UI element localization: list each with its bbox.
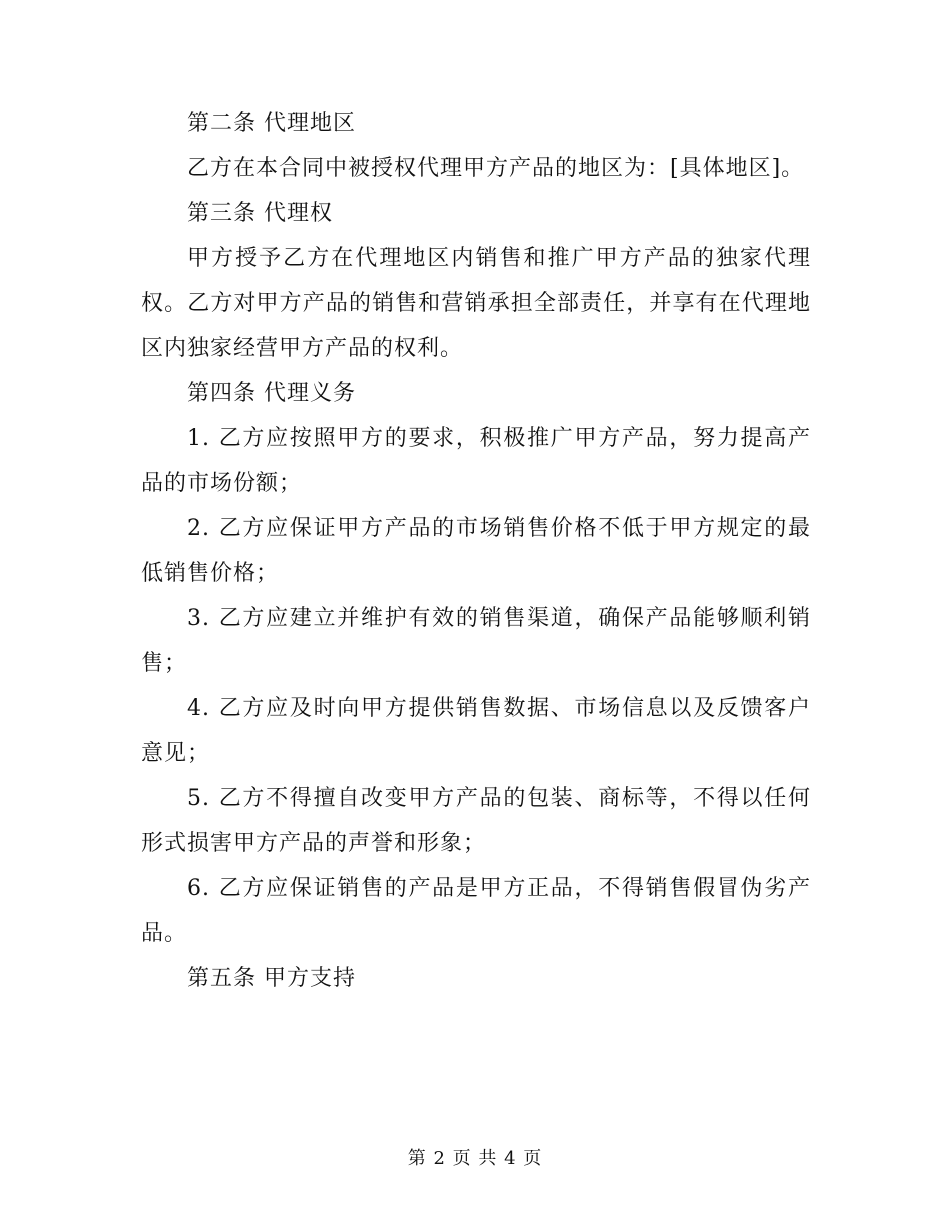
article-2-body: 乙方在本合同中被授权代理甲方产品的地区为：[具体地区]。	[187, 156, 805, 181]
article-4-item-6: 6. 乙方应保证销售的产品是甲方正品，不得销售假冒伪劣产品。	[141, 876, 811, 946]
article-3-body: 甲方授予乙方在代理地区内销售和推广甲方产品的独家代理权。乙方对甲方产品的销售和营销承担全部责任，并享有在代理地区内独家经营甲方产品的权利。	[141, 246, 811, 361]
article-4-item-2: 2. 乙方应保证甲方产品的市场销售价格不低于甲方规定的最低销售价格；	[141, 516, 811, 586]
article-4-item-3: 3. 乙方应建立并维护有效的销售渠道，确保产品能够顺利销售；	[141, 606, 811, 676]
article-4-item-4: 4. 乙方应及时向甲方提供销售数据、市场信息以及反馈客户意见；	[141, 696, 811, 766]
document-body	[141, 101, 811, 1001]
article-2-title: 第二条 代理地区	[187, 111, 356, 136]
article-3-title: 第三条 代理权	[187, 201, 333, 226]
article-5-title: 第五条 甲方支持	[187, 966, 356, 991]
page-number-footer: 第 2 页 共 4 页	[407, 1148, 543, 1169]
article-4-item-5: 5. 乙方不得擅自改变甲方产品的包装、商标等，不得以任何形式损害甲方产品的声誉和形象；	[141, 786, 811, 856]
article-4-title: 第四条 代理义务	[187, 381, 356, 406]
article-4-item-1: 1. 乙方应按照甲方的要求，积极推广甲方产品，努力提高产品的市场份额；	[141, 426, 811, 496]
